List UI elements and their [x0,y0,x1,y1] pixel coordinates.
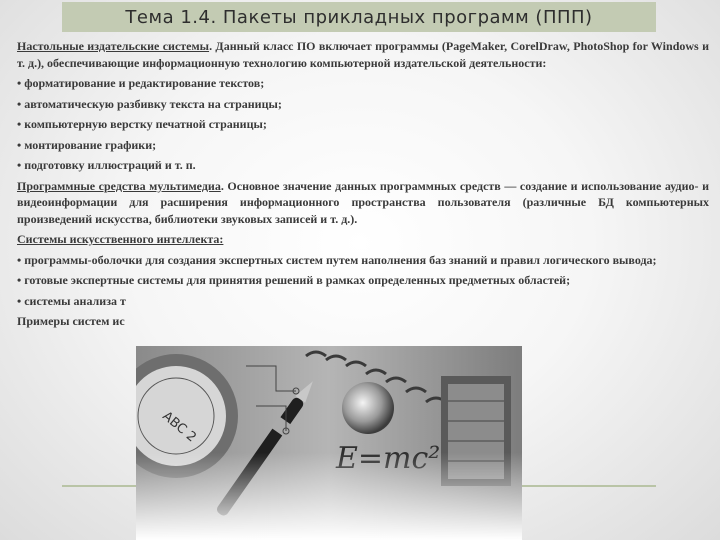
bullet-item: • форматирование и редактирование текстов; [17,76,265,90]
paragraph-multimedia [17,178,709,228]
decorative-line-right [522,485,656,487]
science-collage-image [136,346,522,540]
title-bar [62,2,656,32]
bullet-item: • подготовку иллюстраций и т. п. [17,158,196,172]
bullet-item: • программы-оболочки для создания экспертных систем путем наполнения баз знаний и правил логического вывода; [17,252,657,267]
decorative-line-left [62,485,136,487]
text-multimedia: . Основное значение данных программных средств — создание и использование аудио- и видеоинформации для расширения информационного пространства пользователя (различные БД компьютерных произведений искусства, библиотеки звуковых записей и т. д.). [17,178,709,226]
slide-title: Тема 1.4. Пакеты прикладных программ (ППП) [125,6,593,28]
examples-line: Примеры систем ис [17,314,125,328]
bullet-item: • автоматическую разбивку текста на страницы; [17,96,282,111]
bullet-item: • монтирование графики; [17,137,157,152]
heading-ai: Системы искусственного интеллекта: [17,232,224,246]
heading-multimedia: Программные средства мультимедиа [17,178,221,193]
text-publishing: . Данный класс ПО включает программы (PageMaker, CorelDraw, PhotoShop for Windows и т. д.), обеспечивающие информационную технологию компьютерной издательской деятельности: [17,39,709,70]
slide-content [17,38,709,334]
heading-publishing: Настольные издательские системы [17,39,210,53]
bullet-item: • компьютерную верстку печатной страницы; [17,117,267,131]
bullet-item: • готовые экспертные системы для принятия решений в рамках определенных предметных областей; [17,273,571,287]
paragraph-publishing [17,38,709,71]
bullet-item: • системы анализа т [17,293,126,308]
paragraph-ai [17,231,709,248]
